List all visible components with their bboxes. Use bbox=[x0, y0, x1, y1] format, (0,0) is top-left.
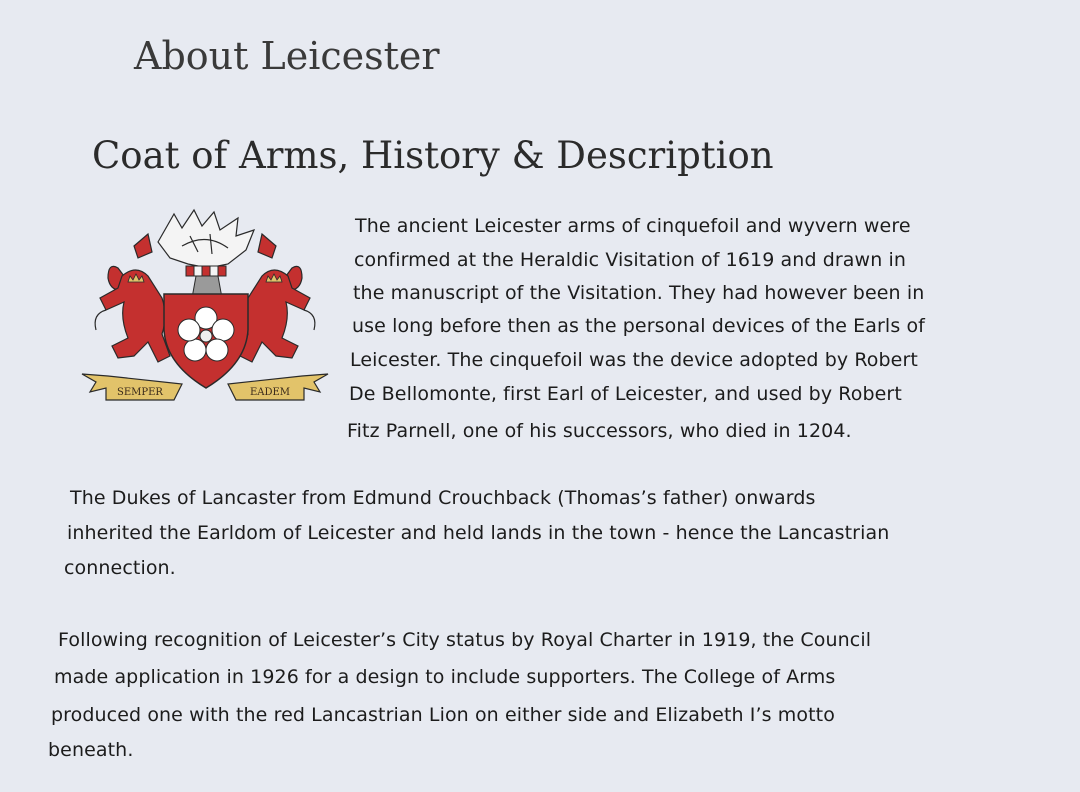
page-subtitle: Coat of Arms, History & Description bbox=[92, 134, 774, 177]
leicester-coat-of-arms-image bbox=[78, 206, 332, 410]
text-line: Fitz Parnell, one of his successors, who died in 1204. bbox=[347, 420, 852, 442]
text-line: made application in 1926 for a design to include supporters. The College of Arms bbox=[54, 666, 836, 688]
text-line: The ancient Leicester arms of cinquefoil and wyvern were bbox=[355, 215, 911, 237]
text-line: connection. bbox=[64, 557, 176, 579]
wyvern-crest bbox=[158, 210, 254, 268]
text-line: the manuscript of the Visitation. They had however been in bbox=[353, 282, 925, 304]
text-line: beneath. bbox=[48, 739, 134, 761]
page-title: About Leicester bbox=[134, 34, 440, 78]
text-line: Leicester. The cinquefoil was the device adopted by Robert bbox=[350, 349, 918, 371]
motto-right: EADEM bbox=[249, 387, 291, 398]
text-line: The Dukes of Lancaster from Edmund Crouchback (Thomas’s father) onwards bbox=[70, 487, 816, 509]
right-lion-supporter bbox=[240, 234, 315, 362]
torse bbox=[186, 266, 226, 276]
left-lion-supporter bbox=[95, 234, 170, 362]
text-line: Following recognition of Leicester’s City status by Royal Charter in 1919, the Council bbox=[58, 629, 872, 651]
text-line: confirmed at the Heraldic Visitation of 1619 and drawn in bbox=[354, 249, 906, 271]
text-line: inherited the Earldom of Leicester and held lands in the town - hence the Lancastrian bbox=[67, 522, 890, 544]
motto-left: SEMPER bbox=[117, 387, 163, 398]
text-line: produced one with the red Lancastrian Lion on either side and Elizabeth I’s motto bbox=[51, 704, 835, 726]
text-line: use long before then as the personal devices of the Earls of bbox=[352, 315, 925, 337]
text-line: De Bellomonte, first Earl of Leicester, and used by Robert bbox=[349, 383, 902, 405]
